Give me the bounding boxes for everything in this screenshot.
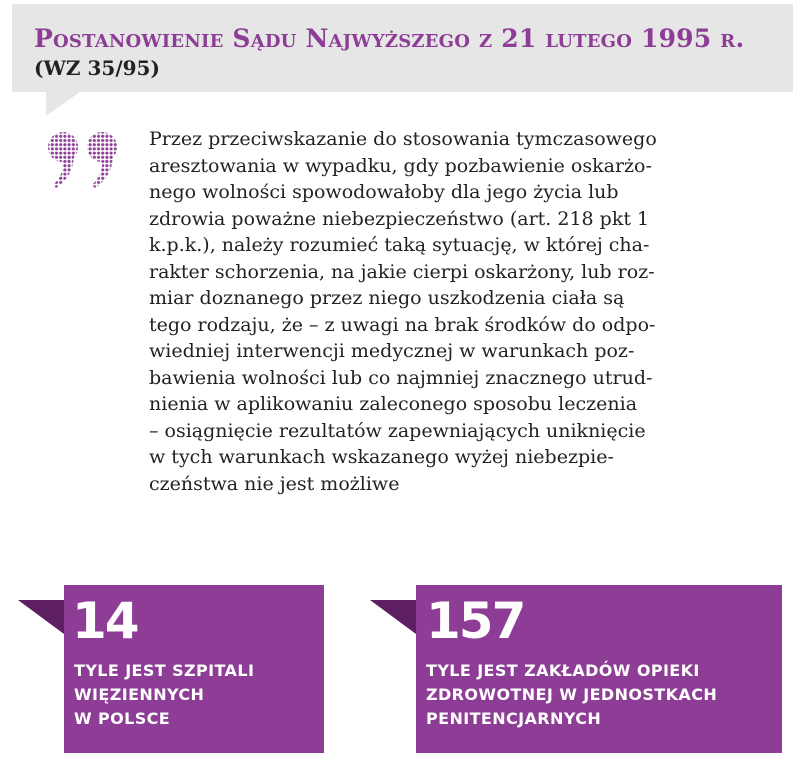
stat-caption-facilities: TYLE JEST ZAKŁADÓW OPIEKI ZDROWOTNEJ W JEDNOSTKACH PENITENCJARNYCH [426,661,718,728]
document-title: Postanowienie Sądu Najwyższego z 21 lutego 1995 r. [34,24,745,53]
case-number: (WZ 35/95) [34,56,160,80]
stat-card-facilities [416,585,782,753]
stat-card-hospitals [64,585,324,753]
quote-mark-icon [46,130,126,190]
header-speech-tail [46,92,80,116]
stat-tail-facilities [370,600,416,634]
stat-number-hospitals: 14 [72,592,138,650]
stat-tail-hospitals [18,600,64,634]
quote-text: Przez przeciwskazanie do stosowania tymczasowego aresztowania w wypadku, gdy pozbawienie oskarżo- nego wolności spowodowałoby dla jego życia lub zdrowia poważne niebezpieczeństwo (art. 218 pkt 1 k.p.k.), należy rozumieć taką sytuację, w której cha- rakter schorzenia, na jakie cierpi oskarżony, lub roz- miar doznanego przez niego uszkodzenia ciała są tego rodzaju, że – z uwagi na brak środków do odpo- wiedniej interwencji medycznej w warunkach poz- bawienia wolności lub co najmniej znacznego utrud- nienia w aplikowaniu zaleconego sposobu leczenia – osiągnięcie rezultatów zapewniających uniknięcie w tych warunkach wskazanego wyżej niebezpie- czeństwa nie jest możliwe [149,128,657,495]
stat-caption-hospitals: TYLE JEST SZPITALI WIĘZIENNYCH W POLSCE [74,661,255,728]
stat-number-facilities: 157 [426,592,525,650]
header-box [12,4,793,92]
